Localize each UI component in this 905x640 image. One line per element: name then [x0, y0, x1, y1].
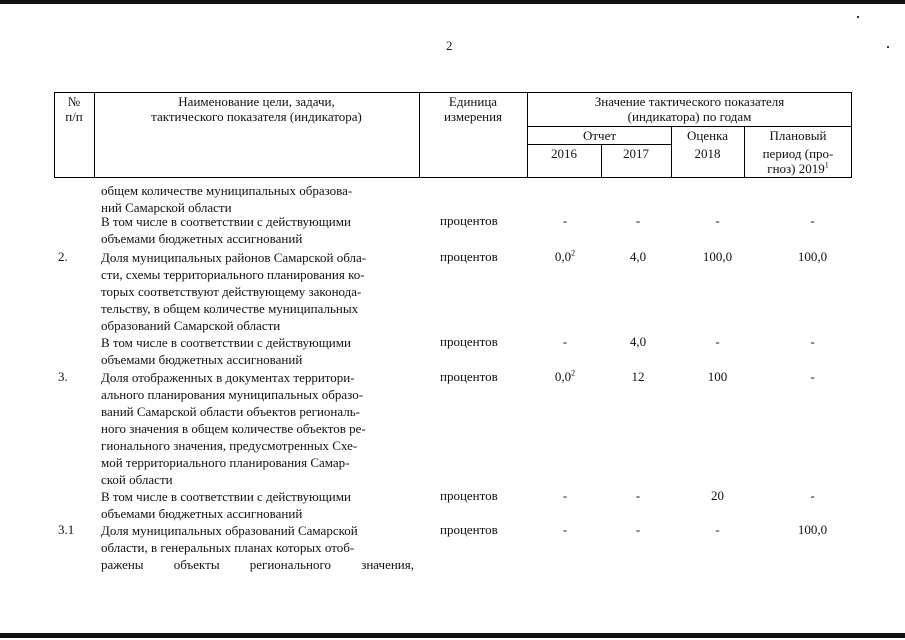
header-divider: [527, 144, 672, 145]
header-num: № п/п: [65, 94, 83, 124]
header-year-2019: период (про- гноз) 2019$^1$: [762, 146, 834, 176]
row-value-2017: -: [635, 522, 641, 537]
row-value-2019: 100,0: [797, 249, 828, 264]
scan-top-edge: [0, 0, 905, 4]
row-name: общем количестве муниципальных образова- ний Самарской области: [101, 183, 353, 215]
row-value-2018: -: [715, 213, 720, 228]
header-year-2017: 2017: [623, 146, 649, 161]
row-unit: процентов: [440, 369, 498, 384]
row-value-2017: -: [635, 488, 641, 503]
row-value-2018: 100: [707, 369, 728, 384]
row-value-2017: -: [635, 213, 641, 228]
row-unit: процентов: [440, 249, 498, 264]
row-value-2016: -: [562, 488, 568, 503]
row-value-2019: -: [810, 334, 815, 349]
row-value-2018: 100,0: [702, 249, 733, 264]
header-border-top: [54, 92, 852, 93]
row-number: 3.1: [58, 522, 75, 537]
header-unit: Единица измерения: [443, 94, 503, 124]
row-value-2019: -: [810, 213, 815, 228]
row-value-2019: -: [810, 488, 815, 503]
row-name: В том числе в соответствии с действующими объемами бюджетных ассигнований: [101, 214, 351, 246]
row-value-2019: -: [810, 369, 815, 384]
header-year-2016: 2016: [551, 146, 577, 161]
row-value-2018: 20: [711, 488, 724, 503]
scan-bottom-edge: [0, 633, 905, 638]
row-value-2019: 100,0: [797, 522, 828, 537]
row-name: Доля отображенных в документах территори- ального планирования муниципальных образо- ваний Самарской области объектов региональ- ного значения в общем количестве объектов ре- гионального значения, предусмотренных Схе- мой территориального планирования Самар- ской области: [101, 370, 366, 487]
row-name: В том числе в соответствии с действующими объемами бюджетных ассигнований: [101, 489, 351, 521]
row-value-2017: 4,0: [629, 334, 647, 349]
row-value-2017: 12: [631, 369, 645, 384]
row-value-2017: 4,0: [629, 249, 647, 264]
row-name: Доля муниципальных образований Самарской области, в генеральных планах которых отоб- ражены объекты регионального значения,: [101, 523, 414, 572]
row-value-2018: -: [715, 334, 720, 349]
row-name: Доля муниципальных районов Самарской обла- сти, схемы территориального планирования ко- торых соответствуют действующему законода- тельству, в общем количестве муниципальных образований Самарской области: [101, 250, 367, 333]
header-planned: Плановый: [769, 128, 827, 143]
header-estimate: Оценка: [687, 128, 728, 143]
row-value-2016: $0,0^2$: [554, 368, 576, 384]
scan-speck: [887, 46, 889, 48]
row-unit: процентов: [440, 488, 498, 503]
row-unit: процентов: [440, 522, 498, 537]
row-value-2016: -: [562, 334, 568, 349]
row-value-2016: -: [562, 213, 568, 228]
row-number: 2.: [58, 249, 68, 264]
page-number: 2: [446, 38, 453, 53]
header-name: Наименование цели, задачи, тактического показателя (индикатора): [151, 94, 362, 124]
row-value-2018: -: [715, 522, 720, 537]
row-name: В том числе в соответствии с действующими объемами бюджетных ассигнований: [101, 335, 351, 367]
row-value-2016: -: [562, 522, 568, 537]
row-unit: процентов: [440, 213, 498, 228]
header-border-bottom: [54, 177, 852, 178]
row-value-2016: $0,0^2$: [554, 248, 576, 264]
table-header: [54, 92, 852, 178]
scan-speck: [857, 16, 859, 18]
header-divider: [527, 126, 852, 127]
row-unit: процентов: [440, 334, 498, 349]
header-year-2018: 2018: [694, 146, 721, 161]
header-values: Значение тактического показателя (индикатора) по годам: [594, 94, 785, 124]
row-number: 3.: [58, 369, 68, 384]
header-report: Отчет: [582, 128, 617, 143]
